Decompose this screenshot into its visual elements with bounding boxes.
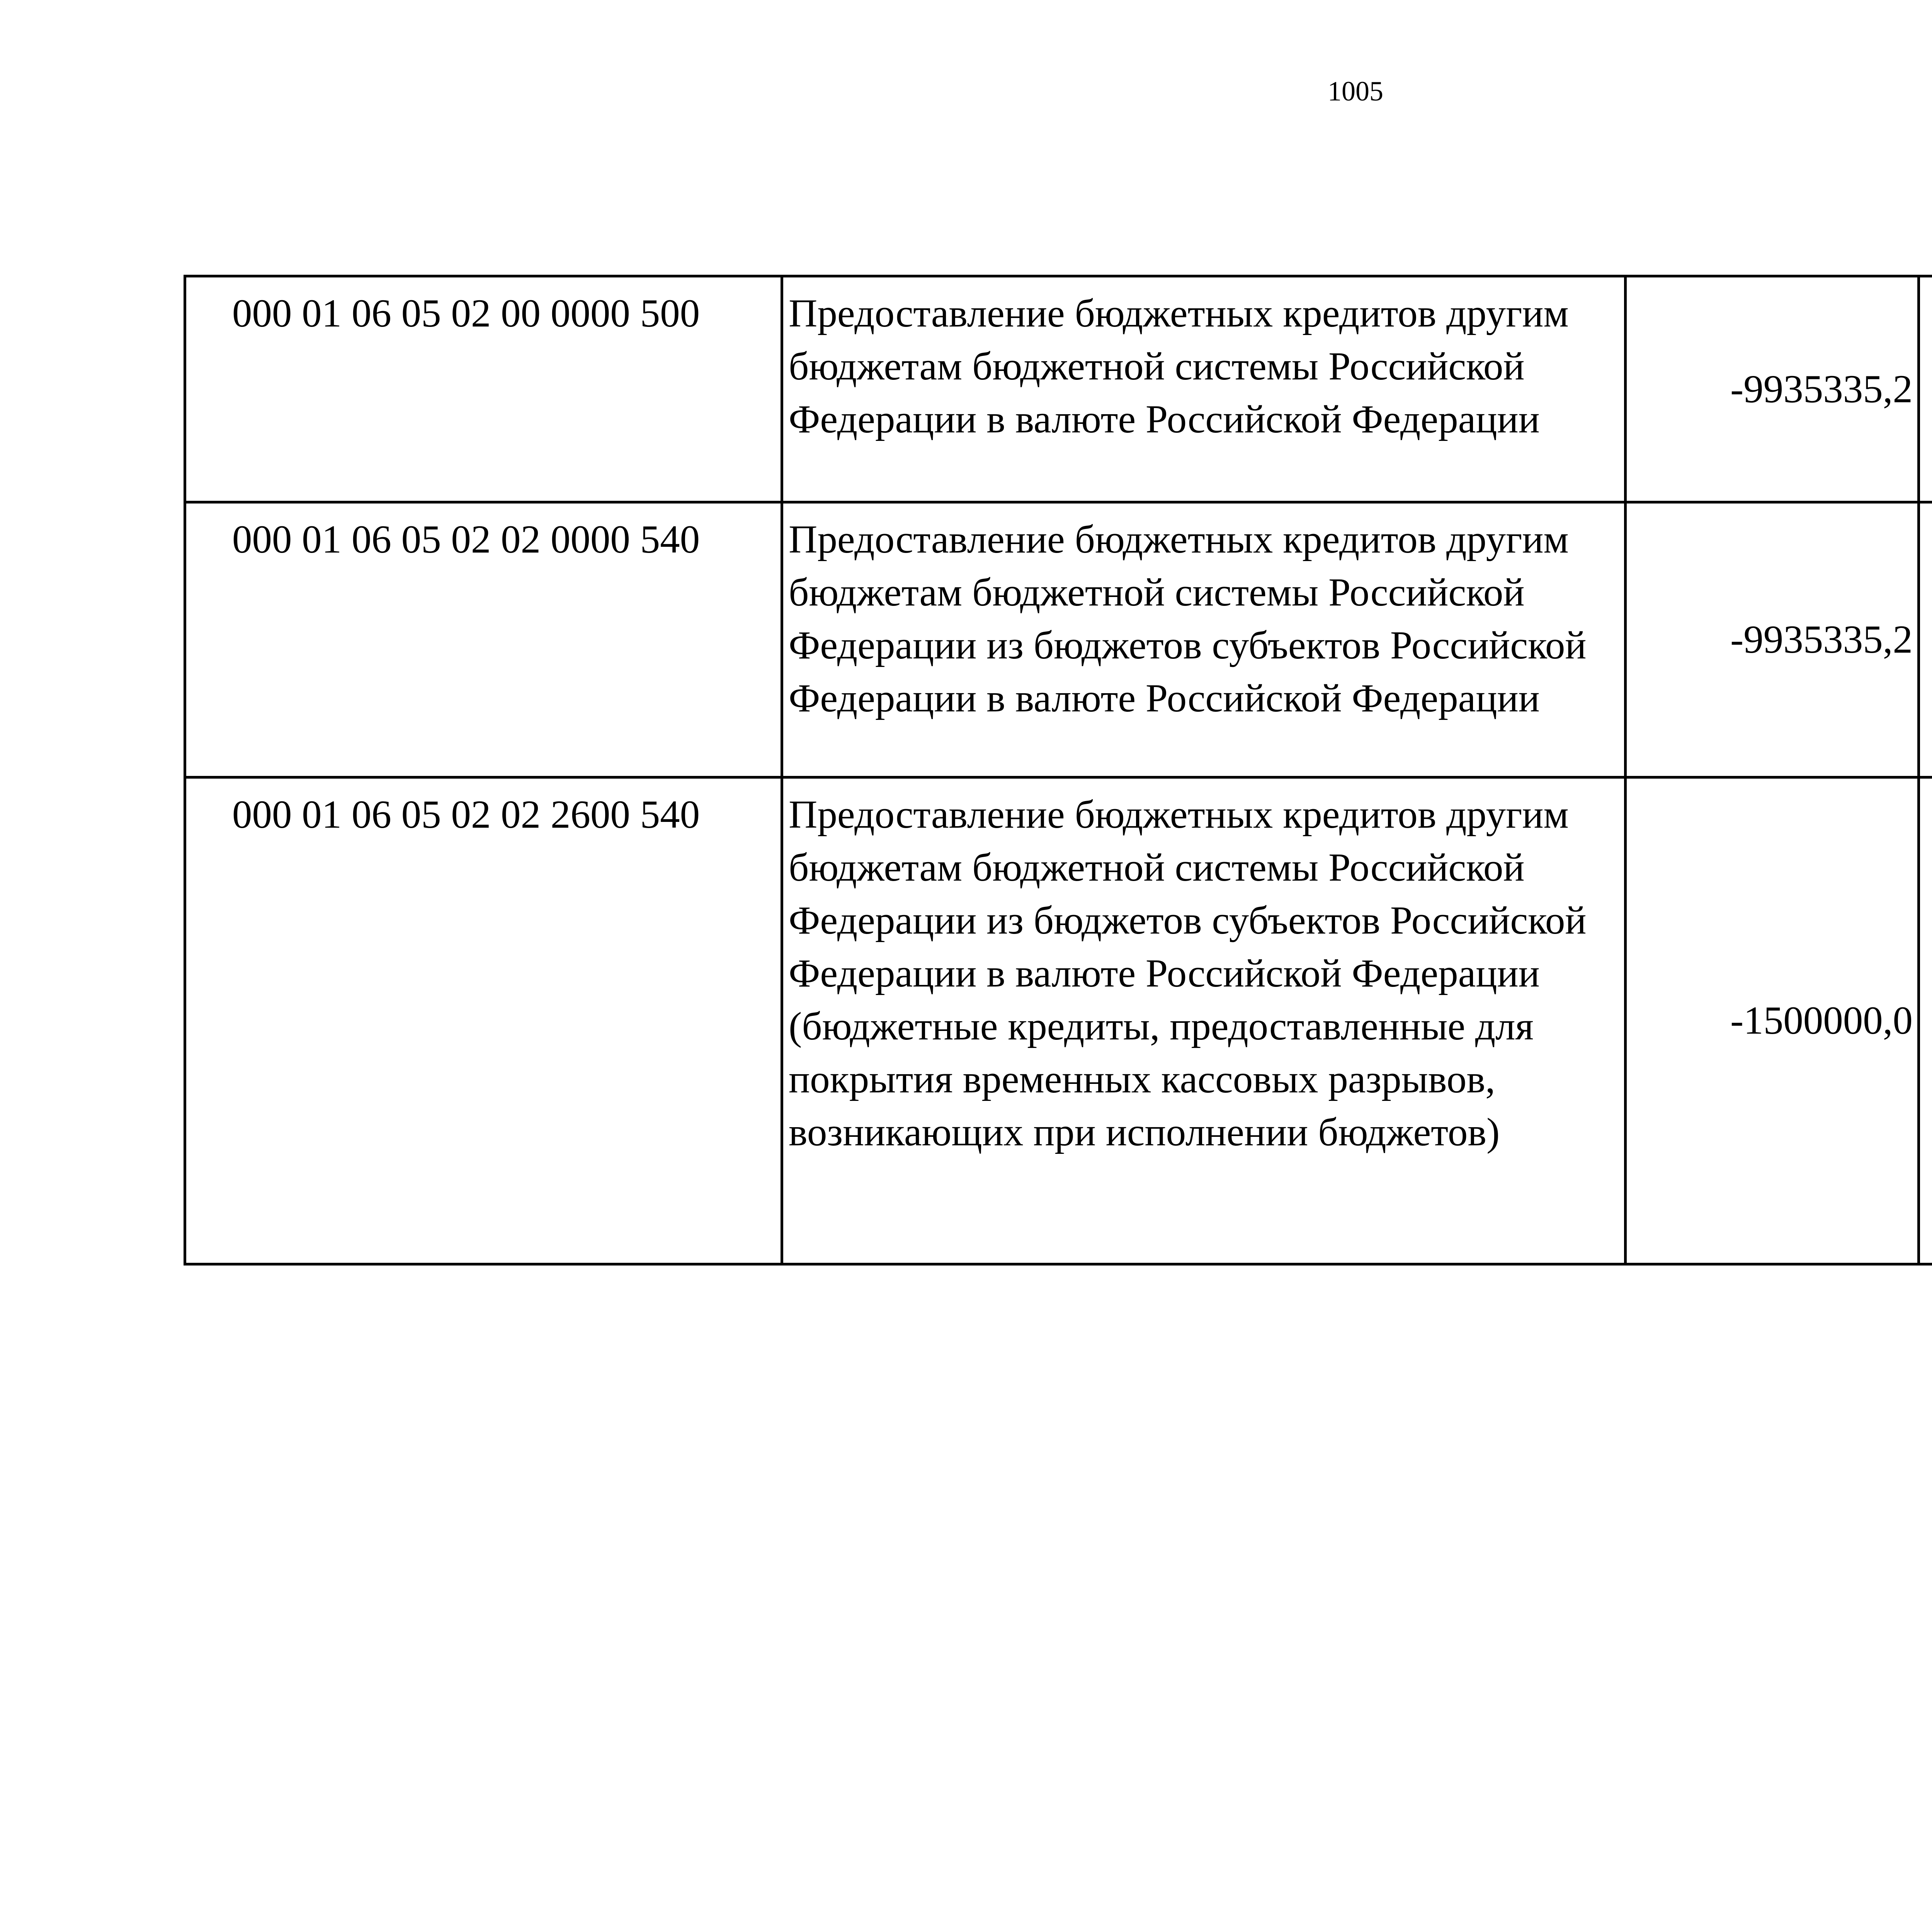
- page-number: 1005: [1328, 76, 1383, 107]
- amount-cell-year-1: -1500000,0: [1626, 777, 1919, 1264]
- amount-cell-year-2: [1919, 777, 1932, 1264]
- budget-code-cell: 000 01 06 05 02 02 0000 540: [185, 502, 782, 777]
- budget-code-cell: 000 01 06 05 02 02 2600 540: [185, 777, 782, 1264]
- amount-cell-year-1: -9935335,2: [1626, 276, 1919, 502]
- description-cell: Предоставление бюджетных кредитов другим бюджетам бюджетной системы Российской Федерации в валюте Российской Федерации: [782, 276, 1626, 502]
- description-cell: Предоставление бюджетных кредитов другим бюджетам бюджетной системы Российской Федерации из бюджетов субъектов Российской Федерации в валюте Российской Федерации: [782, 502, 1626, 777]
- amount-cell-year-1: -9935335,2: [1626, 502, 1919, 777]
- table-row: [185, 502, 1932, 777]
- amount-cell-year-2: [1919, 502, 1932, 777]
- table-row: [185, 777, 1932, 1264]
- amount-cell-year-2: [1919, 276, 1932, 502]
- budget-code-cell: 000 01 06 05 02 00 0000 500: [185, 276, 782, 502]
- description-cell: Предоставление бюджетных кредитов другим бюджетам бюджетной системы Российской Федерации из бюджетов субъектов Российской Федерации в валюте Российской Федерации (бюджетные кредиты, предоставленные для покрытия временных кассовых разрывов, возникающих при исполнении бюджетов): [782, 777, 1626, 1264]
- table-row: [185, 276, 1932, 502]
- budget-sources-table: [184, 275, 1932, 1266]
